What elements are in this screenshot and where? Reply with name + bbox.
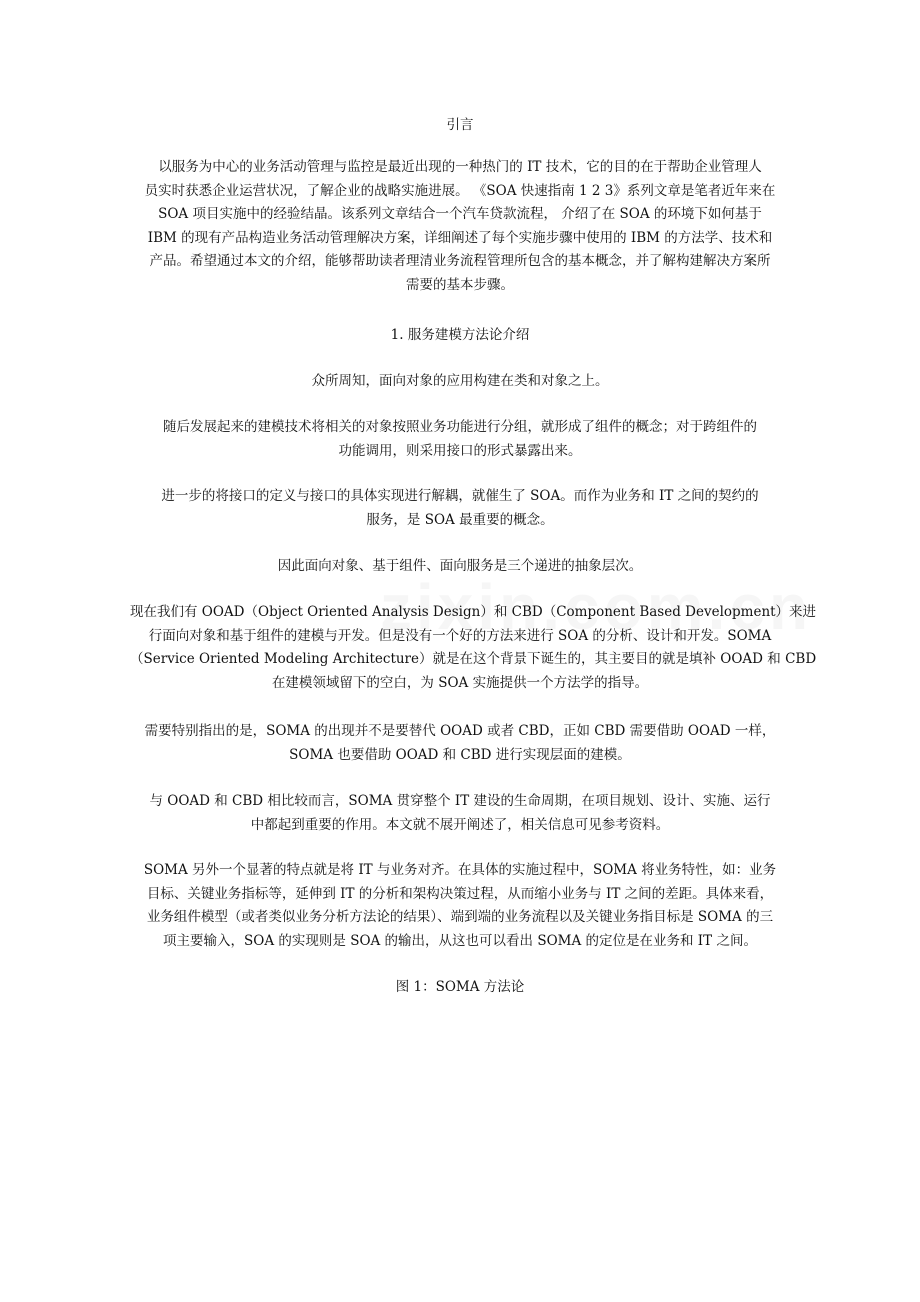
paragraph-3 bbox=[130, 485, 790, 532]
paragraph-line: （Service Oriented Modeling Architecture）就是在这个背景下诞生的，其主要目的就是填补 OOAD 和 CBD bbox=[130, 651, 817, 667]
intro-line: 员实时获悉企业运营状况，了解企业的战略实施进展。 《SOA 快速指南 1 2 3》系列文章是笔者近年来在 bbox=[144, 182, 776, 199]
section-heading bbox=[130, 324, 790, 348]
paragraph-8 bbox=[130, 859, 790, 953]
paragraph-line: 行面向对象和基于组件的建模与开发。但是没有一个好的方法来进行 SOA 的分析、设计和开发。SOMA bbox=[148, 627, 772, 644]
intro-line: IBM 的现有产品构造业务活动管理解决方案，详细阐述了每个实施步骤中使用的 IBM 的方法学、技术和 bbox=[147, 229, 773, 246]
paragraph-line: 众所周知，面向对象的应用构建在类和对象之上。 bbox=[311, 373, 609, 389]
paragraph-line: 进一步的将接口的定义与接口的具体实现进行解耦，就催生了 SOA。而作为业务和 IT 之间的契约的 bbox=[161, 488, 759, 504]
paragraph-line: 随后发展起来的建模技术将相关的对象按照业务功能进行分组，就形成了组件的概念；对于跨组件的 bbox=[163, 419, 757, 435]
paragraph-line: 服务，是 SOA 最重要的概念。 bbox=[366, 511, 554, 528]
paragraph-4 bbox=[130, 555, 790, 579]
intro-line: 以服务为中心的业务活动管理与监控是最近出现的一种热门的 IT 技术，它的目的在于帮助企业管理人 bbox=[158, 159, 762, 175]
paragraph-line: 功能调用，则采用接口的形式暴露出来。 bbox=[338, 442, 582, 459]
intro-line: 产品。希望通过本文的介绍，能够帮助读者理清业务流程管理所包含的基本概念，并了解构建解决方案所 bbox=[149, 253, 771, 269]
figure-caption bbox=[130, 976, 790, 1000]
paragraph-line: SOMA 也要借助 OOAD 和 CBD 进行实现层面的建模。 bbox=[289, 746, 631, 763]
paragraph-2 bbox=[130, 416, 790, 463]
paragraph-line: 业务组件模型（或者类似业务分析方法论的结果）、端到端的业务流程以及关键业务指目标是 SOMA 的三 bbox=[146, 909, 774, 925]
paragraph-line: 现在我们有 OOAD（Object Oriented Analysis Design）和 CBD（Component Based Development）来进 bbox=[130, 604, 817, 620]
paragraph-line: 与 OOAD 和 CBD 相比较而言，SOMA 贯穿整个 IT 建设的生命周期，在项目规划、设计、实施、运行 bbox=[149, 793, 771, 809]
section-heading-text: 1. 服务建模方法论介绍 bbox=[390, 327, 530, 343]
intro-line: 需要的基本步骤。 bbox=[406, 276, 514, 293]
paragraph-line: 因此面向对象、基于组件、面向服务是三个递进的抽象层次。 bbox=[277, 558, 643, 574]
paragraph-6 bbox=[130, 720, 790, 767]
paragraph-line: SOMA 另外一个显著的特点就是将 IT 与业务对齐。在具体的实施过程中，SOMA 将业务特性，如：业务 bbox=[143, 862, 777, 878]
page-title bbox=[130, 114, 790, 138]
paragraph-1 bbox=[130, 370, 790, 394]
intro-line: SOA 项目实施中的经验结晶。该系列文章结合一个汽车贷款流程， 介绍了在 SOA 的环境下如何基于 bbox=[158, 206, 762, 222]
paragraph-line: 项主要输入，SOA 的实现则是 SOA 的输出，从这也可以看出 SOMA 的定位是在业务和 IT 之间。 bbox=[163, 932, 757, 949]
figure-caption-text: 图 1：SOMA 方法论 bbox=[395, 979, 525, 995]
paragraph-line: 需要特别指出的是，SOMA 的出现并不是要替代 OOAD 或者 CBD，正如 CBD 需要借助 OOAD 一样， bbox=[144, 723, 776, 739]
paragraph-line: 在建模领域留下的空白，为 SOA 实施提供一个方法学的指导。 bbox=[271, 674, 649, 691]
intro-paragraph bbox=[130, 156, 790, 297]
paragraph-line: 目标、关键业务指标等，延伸到 IT 的分析和架构决策过程，从而缩小业务与 IT 之间的差距。具体来看， bbox=[146, 885, 774, 902]
title-text: 引言 bbox=[446, 117, 474, 133]
paragraph-5 bbox=[130, 601, 817, 695]
paragraph-7 bbox=[130, 790, 790, 837]
paragraph-line: 中都起到重要的作用。本文就不展开阐述了，相关信息可见参考资料。 bbox=[250, 816, 670, 833]
